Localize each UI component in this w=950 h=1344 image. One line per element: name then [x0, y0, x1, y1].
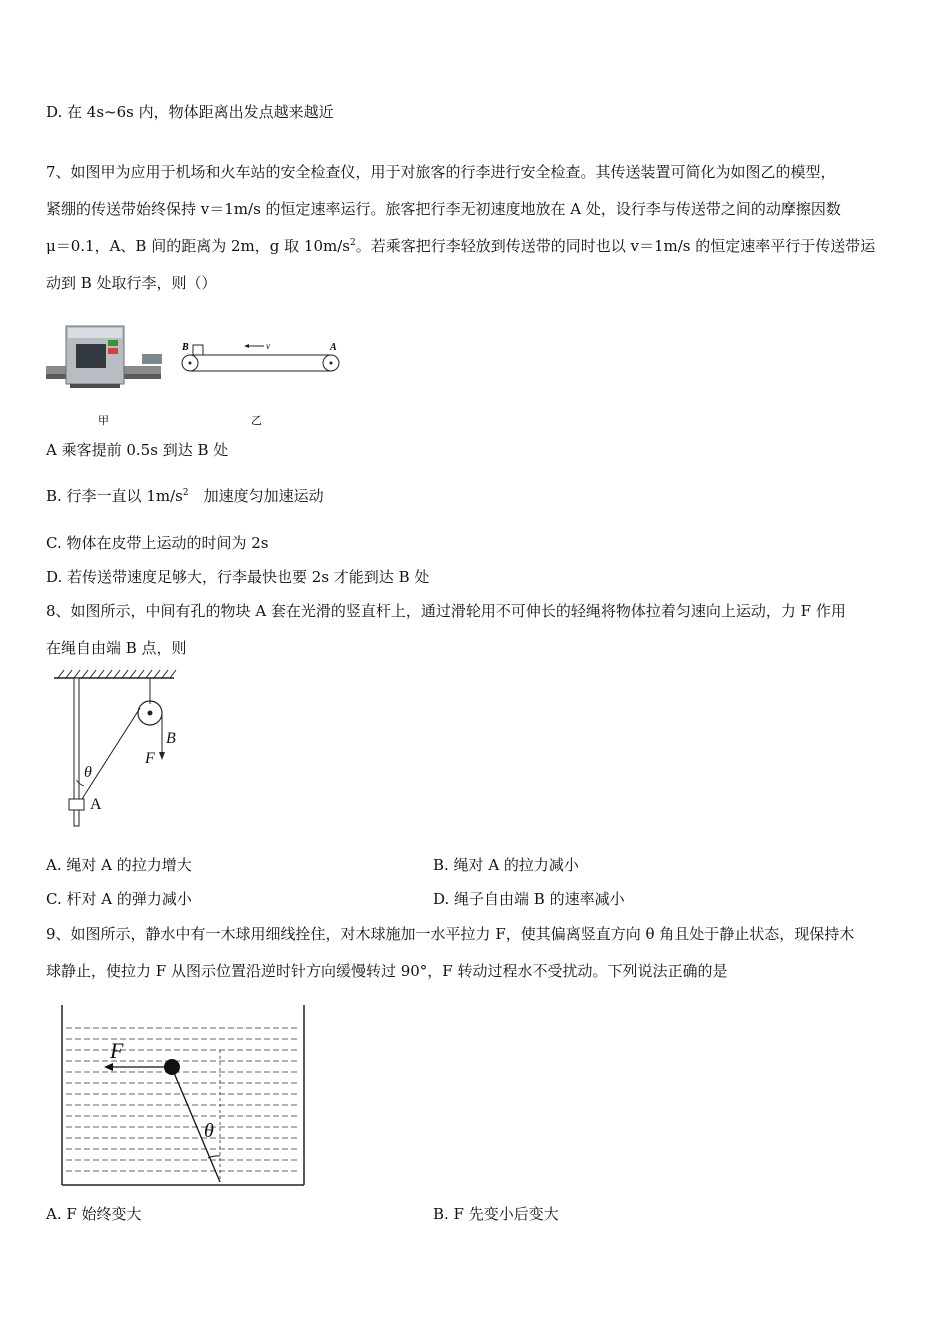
q7-option-b: [46, 486, 324, 506]
caption-yi: 乙: [251, 414, 262, 427]
security-scanner-image: [46, 326, 162, 388]
q7-option-b-part1: B. 行李一直以 1m/s: [46, 487, 183, 505]
q7-stem-line2: 紧绷的传送带始终保持 v＝1m/s 的恒定速率运行。旅客把行李无初速度地放在 A 处，设行李与传送带之间的动摩擦因数: [46, 200, 841, 218]
q7-stem-line3a: μ＝0.1，A、B 间的距离为 2m，g 取 10m/s: [46, 237, 350, 255]
q9-option-b: B. F 先变小后变大: [433, 1205, 559, 1223]
caption-jia: 甲: [98, 414, 109, 427]
q9-figure: [58, 1000, 310, 1190]
q6-option-d: D. 在 4s~6s 内，物体距离出发点越来越近: [46, 103, 334, 121]
belt-label-v: v: [266, 341, 270, 351]
belt-label-a: A: [330, 342, 337, 353]
q8-figure: [50, 668, 180, 830]
superscript-2: 2: [349, 238, 356, 248]
force-f-label: F: [145, 750, 155, 767]
conveyor-belt-diagram: [182, 344, 339, 371]
q7-option-b-part2: 加速度匀加速运动: [188, 487, 324, 505]
q7-figure-drawing: [46, 318, 346, 430]
q7-stem-line1: 7、如图甲为应用于机场和火车站的安全检查仪，用于对旅客的行李进行安全检查。其传送装置可简化为如图乙的模型，: [46, 163, 836, 181]
belt-label-b: B: [182, 342, 189, 353]
q7-option-a: A 乘客提前 0.5s 到达 B 处: [46, 441, 229, 459]
q8-option-a: A. 绳对 A 的拉力增大: [46, 856, 192, 874]
q8-option-b: B. 绳对 A 的拉力减小: [433, 856, 579, 874]
q9-stem-line2: 球静止，使拉力 F 从图示位置沿逆时针方向缓慢转过 90°，F 转动过程水不受扰动。下列说法正确的是: [46, 962, 728, 980]
q7-stem-line4: 动到 B 处取行李，则（）: [46, 274, 217, 292]
q8-option-c: C. 杆对 A 的弹力减小: [46, 890, 192, 908]
q8-option-d: D. 绳子自由端 B 的速率减小: [433, 890, 625, 908]
q7-option-c: C. 物体在皮带上运动的时间为 2s: [46, 534, 269, 552]
pulley-diagram: [50, 668, 180, 830]
point-b-label: B: [166, 730, 176, 747]
superscript-2: 2: [182, 488, 189, 498]
q7-option-d: D. 若传送带速度足够大，行李最快也要 2s 才能到达 B 处: [46, 568, 430, 586]
q8-stem-line2: 在绳自由端 B 点，则: [46, 639, 187, 657]
q7-figure: [46, 318, 346, 430]
q9-stem-line1: 9、如图所示，静水中有一木球用细线拴住，对木球施加一水平拉力 F，使其偏离竖直方向 θ 角且处于静止状态，现保持木: [46, 925, 855, 943]
angle-theta-label: θ: [204, 1120, 214, 1142]
water-container-diagram: [58, 1000, 310, 1190]
q7-stem-line3b: 。若乘客把行李轻放到传送带的同时也以 v＝1m/s 的恒定速率平行于传送带运: [355, 237, 876, 255]
q7-stem-line3: [46, 236, 875, 256]
q8-stem-line1: 8、如图所示，中间有孔的物块 A 套在光滑的竖直杆上，通过滑轮用不可伸长的轻绳将物体拉着匀速向上运动，力 F 作用: [46, 602, 846, 620]
block-a-label: A: [90, 796, 102, 813]
q9-option-a: A. F 始终变大: [46, 1205, 142, 1223]
force-f-label: F: [110, 1038, 124, 1063]
angle-theta-label: θ: [84, 764, 92, 781]
